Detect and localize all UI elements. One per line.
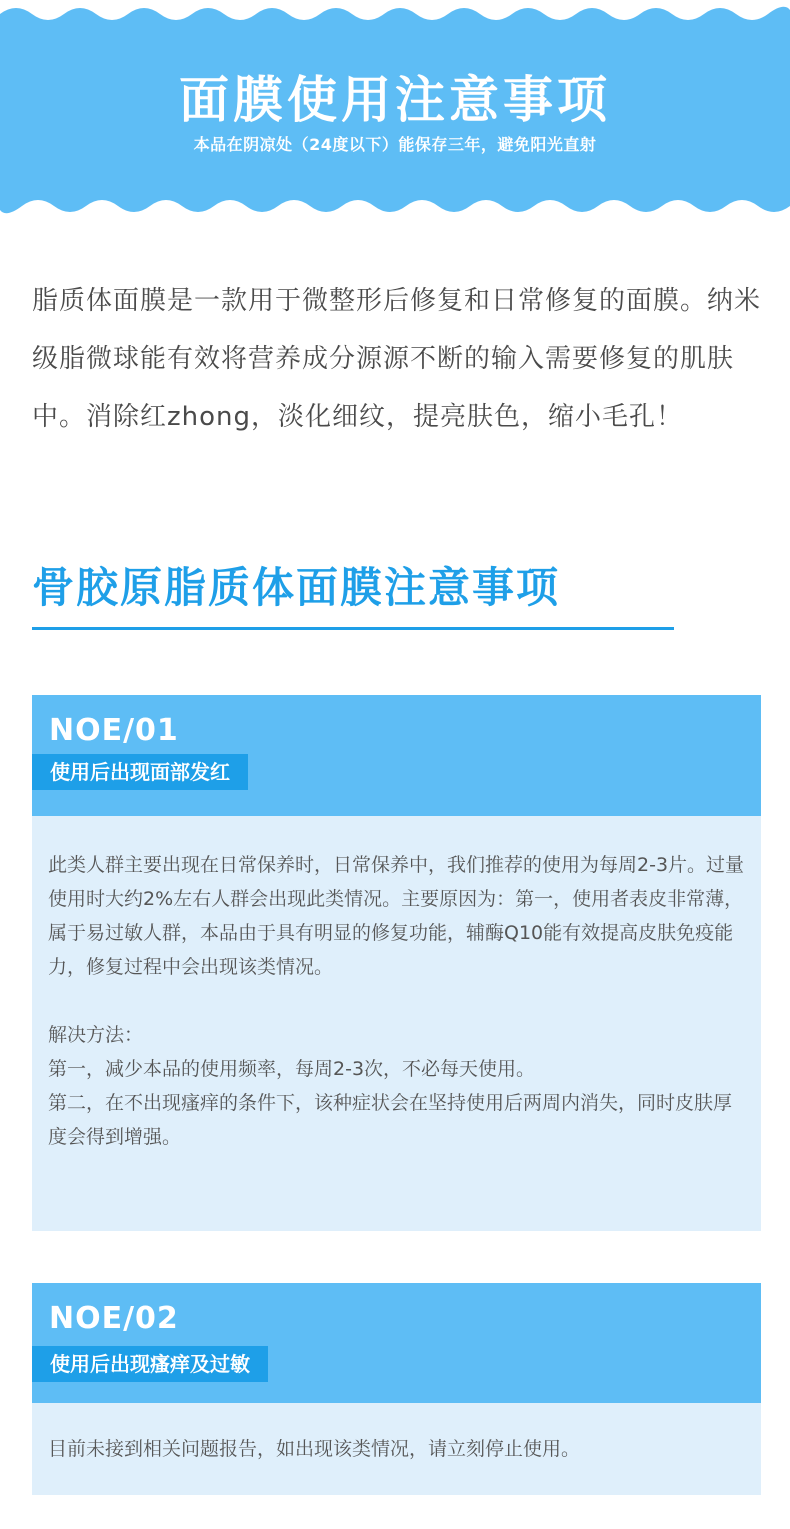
card-paragraph: 目前未接到相关问题报告，如出现该类情况，请立刻停止使用。 — [48, 1438, 581, 1460]
solution-label: 解决方法： — [48, 1024, 144, 1046]
notice-card-02 — [32, 1283, 761, 1495]
solution-item-2: 第二，在不出现瘙痒的条件下，该种症状会在坚持使用后两周内消失，同时皮肤厚度会得到增强。 — [48, 1092, 733, 1148]
card-tag: 使用后出现面部发红 — [32, 754, 248, 790]
section-heading: 骨胶原脂质体面膜注意事项 — [32, 563, 561, 612]
card-header — [32, 695, 761, 816]
solution-item-1: 第一，减少本品的使用频率，每周2-3次，不必每天使用。 — [48, 1058, 536, 1080]
card-code: NOE/02 — [49, 1301, 179, 1336]
card-header — [32, 1283, 761, 1403]
card-paragraph: 此类人群主要出现在日常保养时，日常保养中，我们推荐的使用为每周2-3片。过量使用时大约2%左右人群会出现此类情况。主要原因为：第一，使用者表皮非常薄，属于易过敏人群，本品由于具有明显的修复功能，辅酶Q10能有效提高皮肤免疫能力，修复过程中会出现该类情况。 — [48, 854, 745, 978]
card-code: NOE/01 — [49, 713, 179, 748]
heading-underline — [32, 627, 674, 630]
page-title: 面膜使用注意事项 — [179, 71, 611, 129]
card-body — [32, 816, 761, 1231]
storage-note: 本品在阴凉处（24度以下）能保存三年，避免阳光直射 — [193, 135, 597, 154]
notice-card-01 — [32, 695, 761, 1231]
header-banner — [0, 0, 790, 218]
card-tag: 使用后出现瘙痒及过敏 — [32, 1346, 268, 1382]
intro-paragraph: 脂质体面膜是一款用于微整形后修复和日常修复的面膜。纳米级脂微球能有效将营养成分源源不断的输入需要修复的肌肤中。消除红zhong，淡化细纹，提亮肤色，缩小毛孔！ — [32, 286, 762, 432]
card-body — [32, 1403, 761, 1495]
